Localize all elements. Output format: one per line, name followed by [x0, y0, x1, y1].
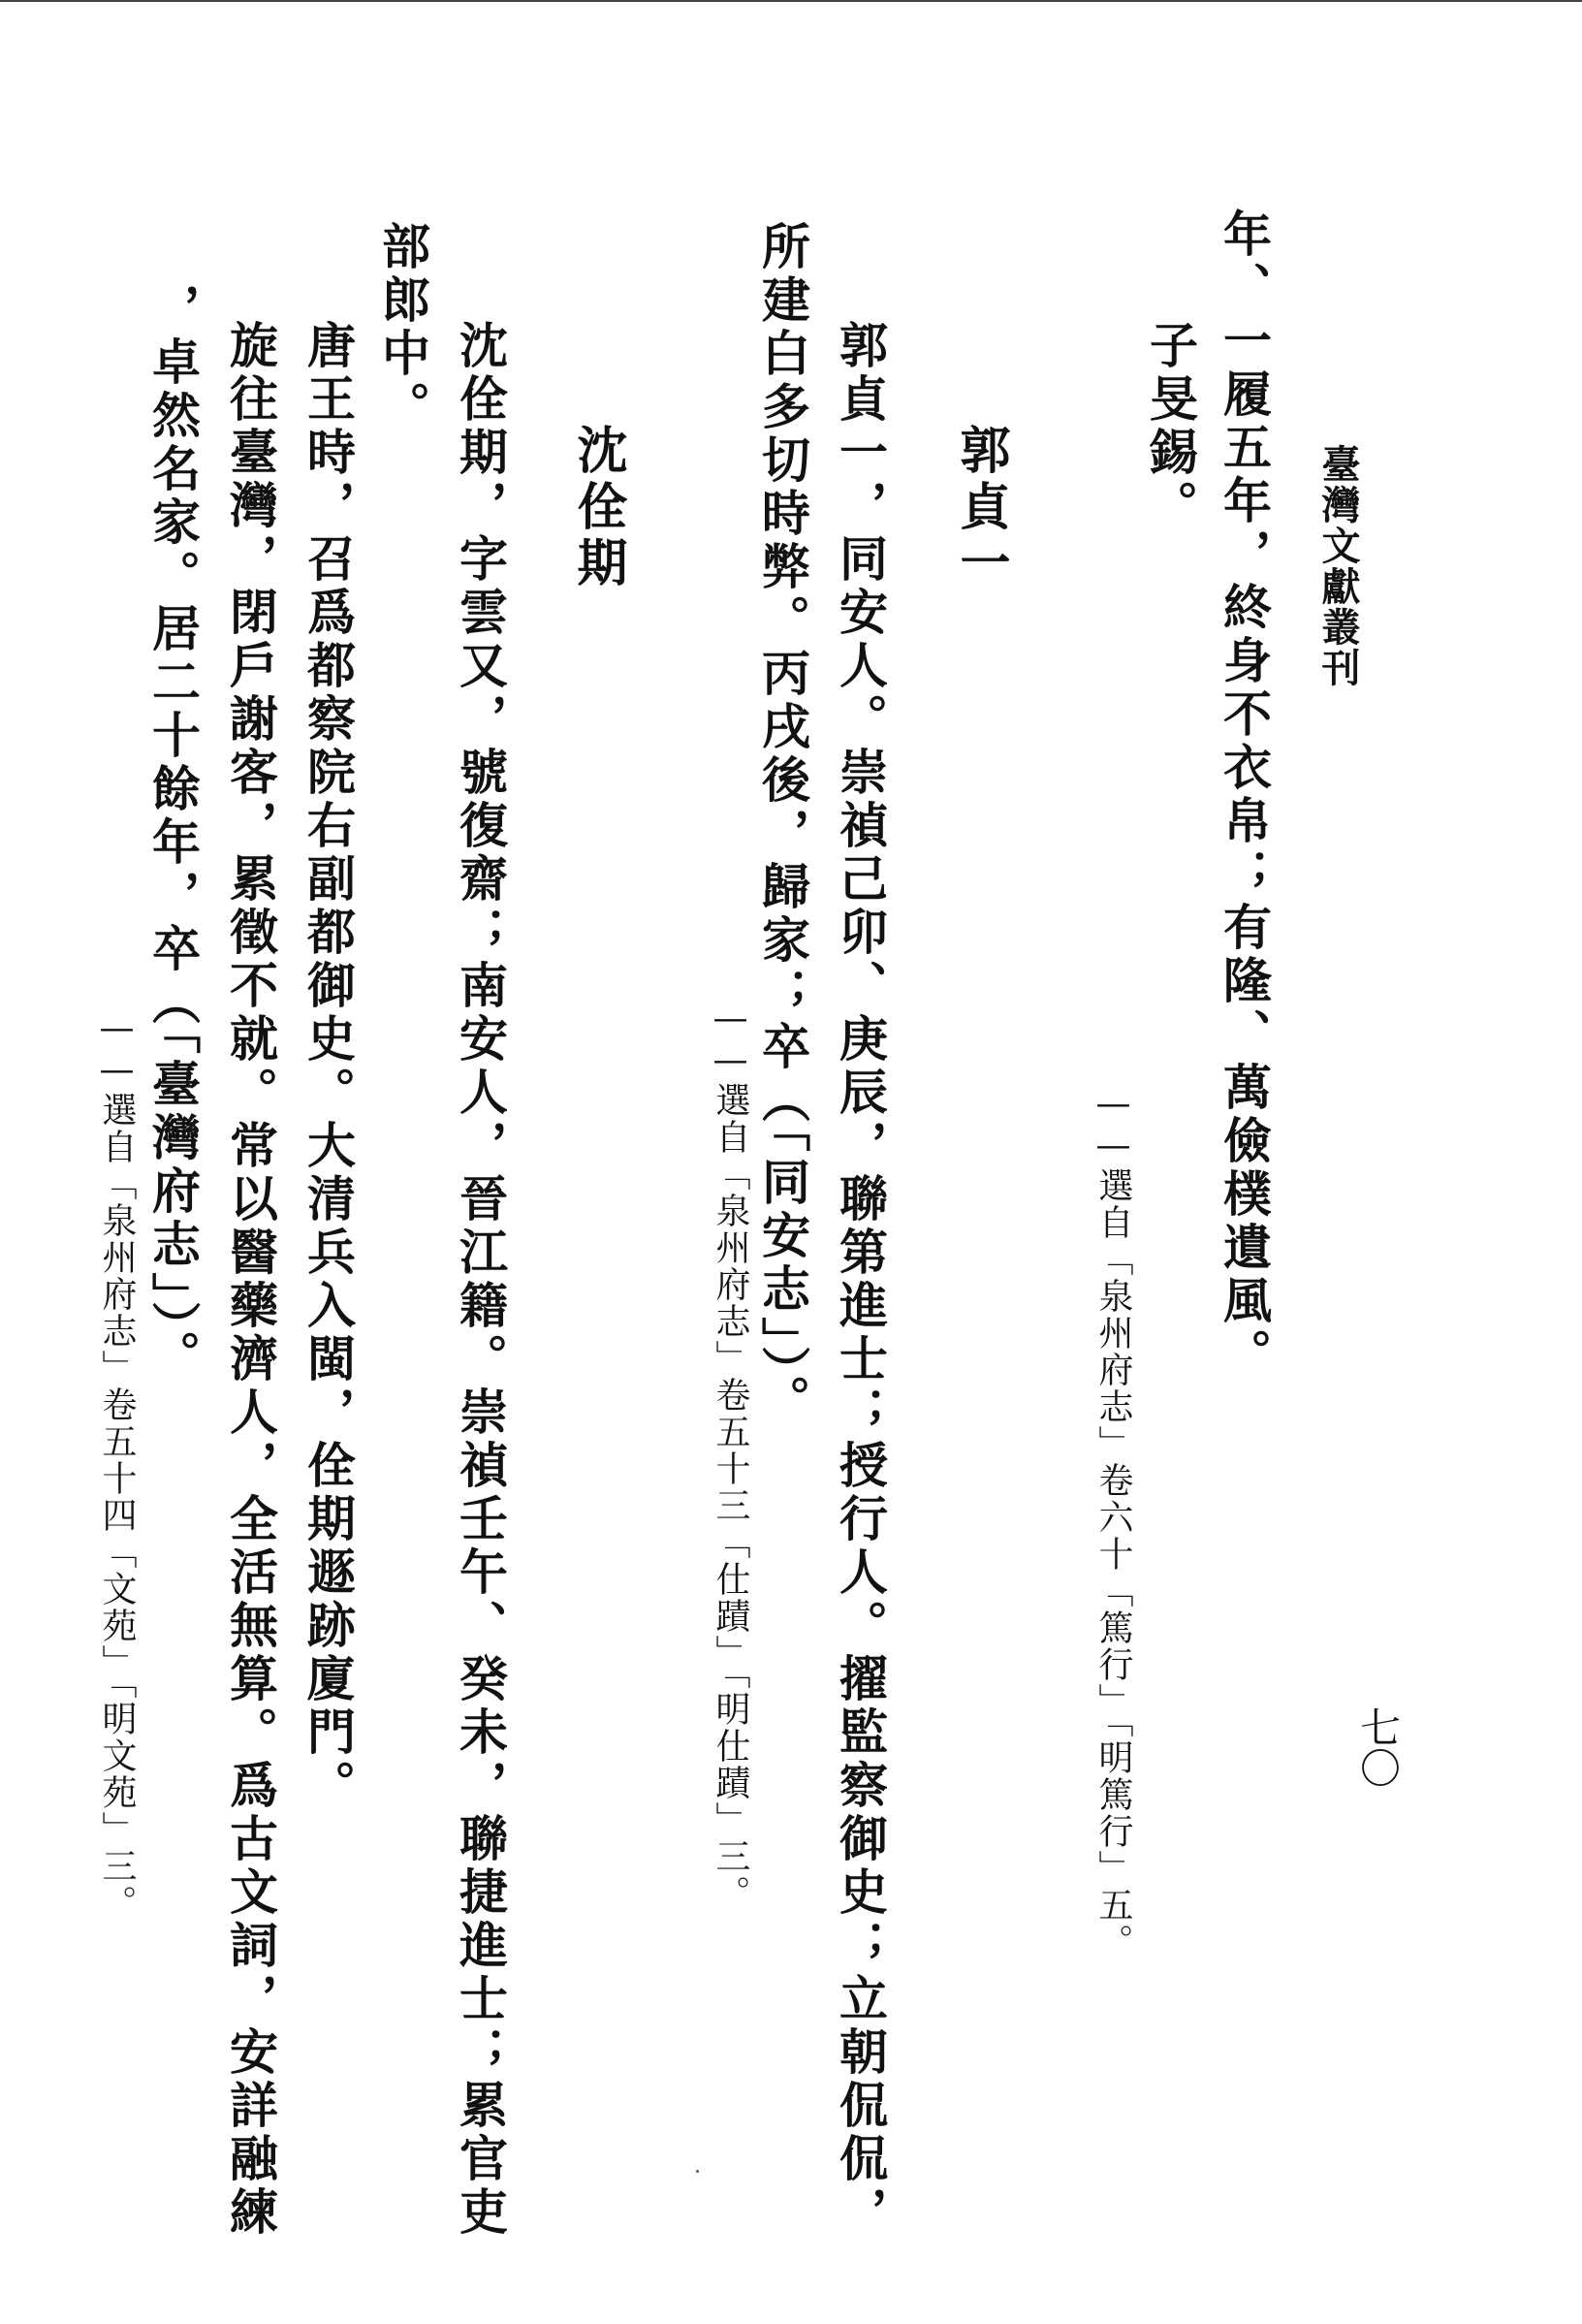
text-column-12: 旋往臺灣，閉戶謝客，累徵不就。常以醫藥濟人，全活無算。爲古文詞，安詳融練: [222, 320, 279, 2240]
source-citation-2: ——選自「泉州府志」卷五十三「仕蹟」「明仕蹟」三。: [711, 999, 750, 1912]
paper-speck: [696, 2170, 699, 2173]
text-column-11: 唐王時，召爲都察院右副都御史。大清兵入閩，佺期遯跡廈門。: [300, 320, 357, 1813]
text-column-1: 年、一履五年，終身不衣帛；有隆、萬儉樸遺風。: [1216, 208, 1273, 1382]
source-citation-1: ——選自「泉州府志」卷六十「篤行」「明篤行」五。: [1093, 1084, 1133, 1960]
text-column-5: 郭貞一，同安人。崇禎己卯、庚辰，聯第進士；授行人。擢監察御史；立朝侃侃，: [832, 320, 889, 2240]
section-heading-guo-zhenyi: 郭貞一: [951, 424, 1010, 592]
page-number: 七〇: [1354, 1706, 1402, 1788]
source-citation-3: ——選自「泉州府志」卷五十四「文苑」「明文苑」三。: [97, 1008, 137, 1922]
section-heading-shen-quanqi: 沈佺期: [568, 424, 627, 592]
series-title: 臺灣文獻叢刊: [1315, 444, 1361, 688]
top-border-line: [0, 0, 1582, 2]
text-column-13: ，卓然名家。居二十餘年，卒（「臺灣府志」）。: [144, 283, 202, 1384]
text-column-6: 所建白多切時弊。丙戌後，歸家；卒（「同安志」）。: [754, 221, 811, 1428]
text-column-10: 部郎中。: [374, 221, 431, 434]
text-column-2: 子旻錫。: [1142, 320, 1199, 533]
text-column-9: 沈佺期，字雲又，號復齋；南安人，晉江籍。崇禎壬午、癸未，聯捷進士；累官吏: [452, 320, 509, 2240]
